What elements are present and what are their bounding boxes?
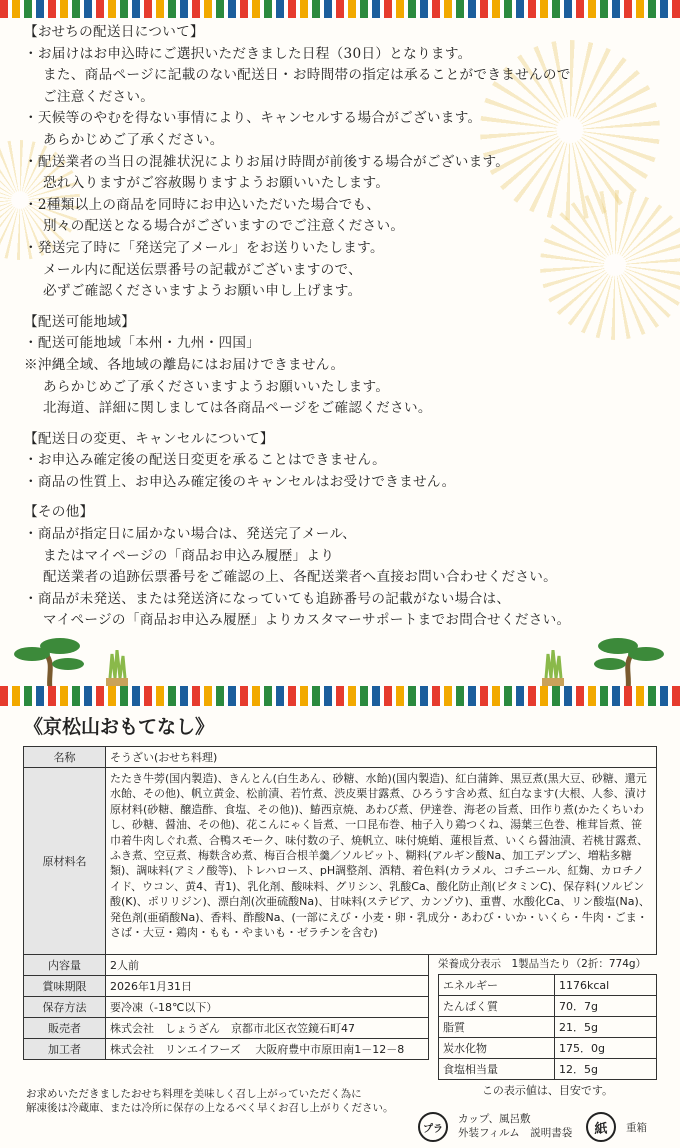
notice-line: ※沖縄全域、各地域の離島にはお届けできません。: [24, 356, 345, 373]
detail-label: 販売者: [24, 1018, 106, 1039]
nutrition-label: エネルギー: [439, 975, 555, 996]
notice-line: あらかじめご了承ください。: [43, 131, 224, 148]
notice-line: また、商品ページに記載のない配送日・お時間帯の指定は承ることができませんので: [43, 67, 571, 84]
notice-line: ・天候等のやむを得ない事情により、キャンセルする場合がございます。: [24, 110, 482, 127]
name-label: 名称: [24, 747, 106, 768]
nutrition-label: たんぱく質: [439, 996, 555, 1017]
paper-recycle-text: 重箱: [626, 1122, 647, 1134]
storage-note-line: 解凍後は冷蔵庫、または冷所に保存の上なるべく早くお召し上がりください。: [26, 1102, 394, 1114]
product-label-table: [23, 746, 657, 955]
notice-line: ・商品が指定日に届かない場合は、発送完了メール、: [24, 526, 357, 543]
storage-note: [26, 1087, 426, 1115]
product-heading: 《京松山おもてなし》: [24, 716, 215, 738]
notice-line: ・2種類以上の商品を同時にお申込いただいた場合でも、: [24, 196, 381, 213]
kadomatsu-left-icon: [100, 650, 134, 690]
notice-line: ・お申込み確定後の配送日変更を承ることはできません。: [24, 452, 387, 469]
plastic-items-line1: カップ、風呂敷: [458, 1113, 531, 1125]
table-row: [439, 1017, 657, 1038]
notice-line: 必ずご確認くださいますようお願い申し上げます。: [43, 283, 362, 300]
plastic-recycle-icon: プラ: [418, 1112, 448, 1142]
notice-line: 別々の配送となる場合がございますのでご注意ください。: [43, 218, 405, 235]
nutrition-label: 炭水化物: [439, 1038, 555, 1059]
table-row: [439, 1059, 657, 1080]
decorative-stripe-top: [0, 0, 680, 18]
notice-line: メール内に配送伝票番号の記載がございますので、: [43, 261, 363, 278]
pine-tree-right-icon: [588, 634, 668, 690]
ingredients-label: 原材料名: [24, 768, 106, 955]
notice-section: [24, 429, 664, 494]
notice-line: 恐れ入りますがご容赦賜りますようお願いいたします。: [43, 175, 390, 192]
table-row: [439, 1038, 657, 1059]
detail-value: 株式会社 しょうざん 京都市北区衣笠鏡石町47: [106, 1018, 429, 1039]
nutrition-value: 21．5g: [555, 1017, 657, 1038]
notice-line: ・商品の性質上、お申込み確定後のキャンセルはお受けできません。: [24, 473, 456, 490]
ingredients-text: たたき牛蒡(国内製造)、きんとん(白生あん、砂糖、水飴)(国内製造)、紅白蒲鉾、黒豆煮(黒大豆、砂糖、還元水飴、その他)、帆立黄金、松前漬、若竹煮、渋皮栗甘露煮、ひろうす含め煮、紅白なます(大根、人参、漬け原材料(砂糖、醸造酢、食塩、その他))、鰆西京焼、あわび煮、伊達巻、海老の旨煮、田作り煮(かたくちいわし、砂糖、醤油、その他)、花こんにゃく旨煮、一口昆布巻、柚子入り鶏つくね、湯葉三色巻、椎茸旨煮、笹巾着牛肉しぐれ煮、合鴨スモーク、味付数の子、焼帆立、味付焼蛸、蓮根旨煮、いくら醤油漬、若桃甘露煮、ふき煮、空豆煮、梅麩含め煮、梅百合根羊羹／ソルビット、糊料(アルギン酸Na、加工デンプン、増粘多糖類)、調味料(アミノ酸等)、トレハロース、pH調整剤、酒精、着色料(カラメル、コチニール、紅麹、カロチノイド、ウコン、黄4、青1)、乳化剤、酸味料、グリシン、乳酸Ca、酸化防止剤(ビタミンC)、保存料(ソルビン酸(K)、ポリリジン)、漂白剤(次亜硫酸Na)、甘味料(ステビア、カンゾウ)、重曹、水酸化Ca、リン酸塩(Na)、発色剤(亜硝酸Na)、香料、酢酸Na、(一部にえび・小麦・卵・乳成分・あわび・いか・いくら・牛肉・ごま・さば・大豆・鶏肉・もも・やまいも・ゼラチンを含む): [106, 768, 657, 955]
nutrition-table: [438, 974, 657, 1080]
table-row: [24, 768, 657, 955]
paper-recycle-icon: 紙: [586, 1112, 616, 1142]
nutrition-value: 12．5g: [555, 1059, 657, 1080]
nutrition-value: 1176kcal: [555, 975, 657, 996]
product-name: そうざい(おせち料理): [106, 747, 657, 768]
detail-label: 保存方法: [24, 997, 106, 1018]
nutrition-value: 175．0g: [555, 1038, 657, 1059]
notice-section-title: 【配送可能地域】: [24, 313, 136, 330]
notice-line: マイページの「商品お申込み履歴」よりカスタマーサポートまでお問合せください。: [43, 612, 571, 629]
notice-line: 配送業者の追跡伝票番号をご確認の上、各配送業者へ直接お問い合わせください。: [43, 569, 558, 586]
notice-line: ・配送業者の当日の混雑状況によりお届け時間が前後する場合がございます。: [24, 153, 510, 170]
plastic-recycle-text: [458, 1112, 572, 1140]
detail-value: 2026年1月31日: [106, 976, 429, 997]
notice-line: ・商品が未発送、または発送済になっていても追跡番号の記載がない場合は、: [24, 590, 511, 607]
detail-value: 2人前: [106, 955, 429, 976]
nutrition-label: 脂質: [439, 1017, 555, 1038]
table-row: [24, 976, 429, 997]
notice-section-title: 【その他】: [24, 504, 94, 521]
table-row: [24, 747, 657, 768]
pine-tree-left-icon: [10, 634, 90, 690]
detail-label: 内容量: [24, 955, 106, 976]
notice-line: ・お届けはお申込時にご選択いただきました日程（30日）となります。: [24, 45, 472, 62]
table-row: [24, 955, 429, 976]
decorative-stripe-middle: [0, 686, 680, 706]
nutrition-label: 食塩相当量: [439, 1059, 555, 1080]
table-row: [24, 1018, 429, 1039]
nutrition-note: この表示値は、目安です。: [481, 1084, 614, 1097]
detail-label: 賞味期限: [24, 976, 106, 997]
notice-section: [24, 22, 664, 303]
notice-line: ご注意ください。: [43, 88, 155, 105]
notice-section: [24, 312, 664, 420]
nutrition-title: 栄養成分表示 1製品当たり（2折：774g）: [438, 958, 647, 970]
plastic-items-line2: 外装フィルム 説明書袋: [458, 1127, 573, 1139]
notice-line: またはマイページの「商品お申込み履歴」より: [43, 547, 335, 564]
product-details-table: [23, 954, 429, 1060]
notice-line: ・発送完了時に「発送完了メール」をお送りいたします。: [24, 239, 384, 256]
delivery-notices: [24, 22, 664, 641]
detail-value: 株式会社 リンエイフーズ 大阪府豊中市原田南1－12－8: [106, 1039, 429, 1060]
notice-line: あらかじめご了承くださいますようお願いいたします。: [43, 378, 390, 395]
table-row: [24, 1039, 429, 1060]
notice-section: [24, 502, 664, 632]
detail-value: 要冷凍（-18℃以下）: [106, 997, 429, 1018]
table-row: [439, 996, 657, 1017]
notice-section-title: 【おせちの配送日について】: [24, 24, 204, 40]
storage-note-line: お求めいただきましたおせち料理を美味しく召し上がっていただく為に: [26, 1088, 362, 1100]
notice-section-title: 【配送日の変更、キャンセルについて】: [24, 430, 274, 447]
kadomatsu-right-icon: [536, 650, 570, 690]
table-row: [24, 997, 429, 1018]
detail-label: 加工者: [24, 1039, 106, 1060]
notice-line: 北海道、詳細に関しましては各商品ページをご確認ください。: [43, 400, 432, 417]
table-row: [439, 975, 657, 996]
notice-line: ・配送可能地域「本州・九州・四国」: [24, 335, 261, 352]
nutrition-value: 70．7g: [555, 996, 657, 1017]
